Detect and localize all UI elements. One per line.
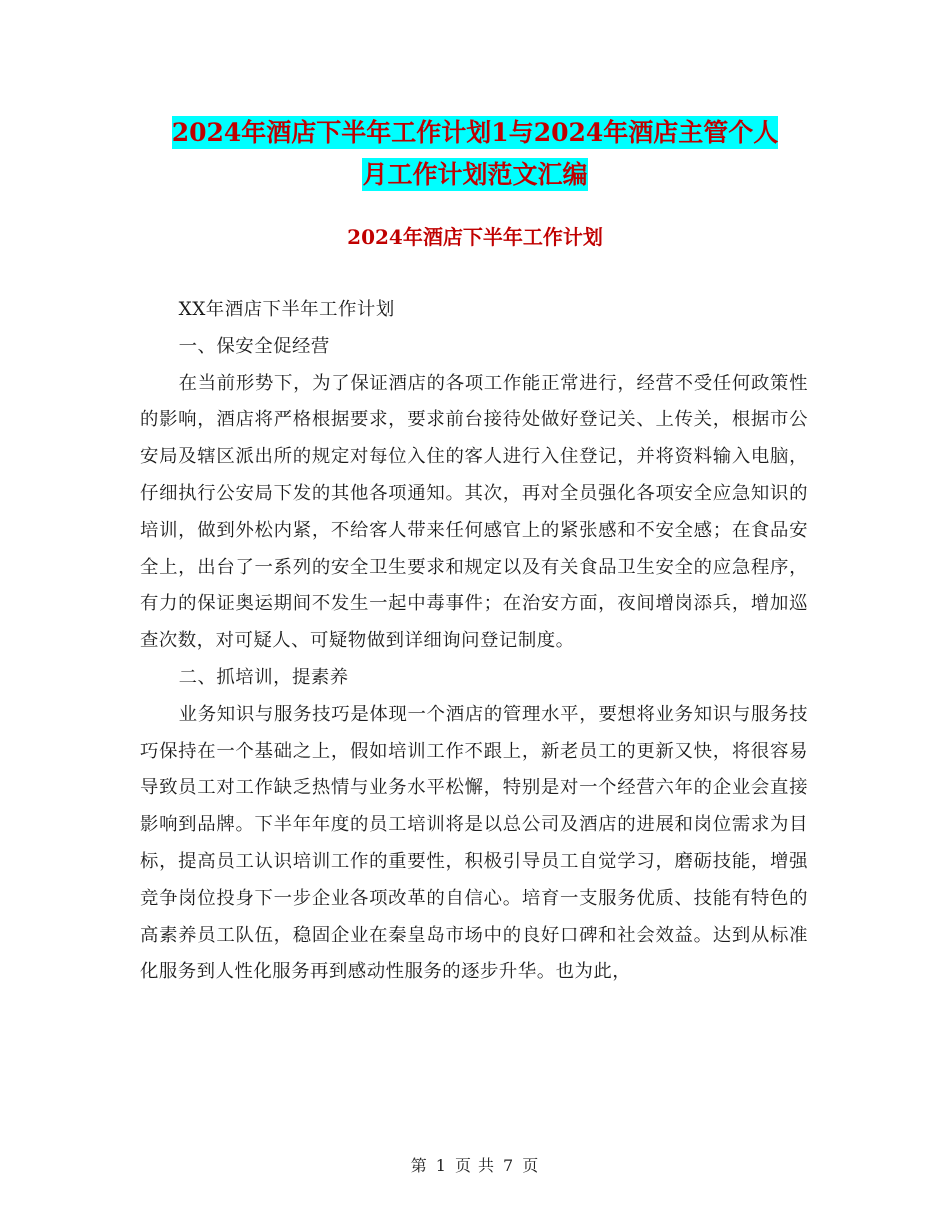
footer-middle: 页 共	[454, 1156, 496, 1175]
paragraph-subheading: 一、保安全促经营	[178, 335, 330, 357]
footer-suffix: 页	[522, 1156, 540, 1175]
section-title: 2024年酒店下半年工作计划	[347, 225, 603, 249]
paragraph-text: 在当前形势下，为了保证酒店的各项工作能正常进行，经营不受任何政策性的影响，酒店将严格根据要求，要求前台接待处做好登记关、上传关，根据市公安局及辖区派出所的规定对每位入住的客人进行入住登记，并将资料输入电脑，仔细执行公安局下发的其他各项通知。其次，再对全员强化各项安全应急知识的培训，做到外松内紧，不给客人带来任何感官上的紧张感和不安全感；在食品安全上，出台了一系列的安全卫生要求和规定以及有关食品卫生安全的应急程序，有力的保证奥运期间不发生一起中毒事件；在治安方面，夜间增岗添兵，增加巡查次数，对可疑人、可疑物做到详细询问登记制度。	[140, 372, 808, 652]
paragraph-text: 业务知识与服务技巧是体现一个酒店的管理水平，要想将业务知识与服务技巧保持在一个基础之上，假如培训工作不跟上，新老员工的更新又快，将很容易导致员工对工作缺乏热情与业务水平松懈，特别是对一个经营六年的企业会直接影响到品牌。下半年年度的员工培训将是以总公司及酒店的进展和岗位需求为目标，提高员工认识培训工作的重要性，积极引导员工自觉学习，磨砺技能，增强竞争岗位投身下一步企业各项改革的自信心。培育一支服务优质、技能有特色的高素养员工队伍，稳固企业在秦皇岛市场中的良好口碑和社会效益。达到从标准化服务到人性化服务再到感动性服务的逐步升华。也为此，	[140, 703, 808, 983]
document-title-line1: 2024年酒店下半年工作计划1与2024年酒店主管个人	[171, 118, 779, 147]
footer-prefix: 第	[410, 1156, 428, 1175]
document-body	[140, 292, 808, 991]
paragraph-heading: XX年酒店下半年工作计划	[178, 299, 395, 320]
footer-page-number: 1	[435, 1156, 447, 1175]
page-footer	[0, 1153, 950, 1176]
paragraph-subheading: 二、抓培训，提素养	[178, 666, 349, 688]
document-title	[140, 112, 810, 196]
document-title-line2: 月工作计划范文汇编	[362, 160, 588, 189]
footer-total-pages: 7	[503, 1156, 515, 1175]
